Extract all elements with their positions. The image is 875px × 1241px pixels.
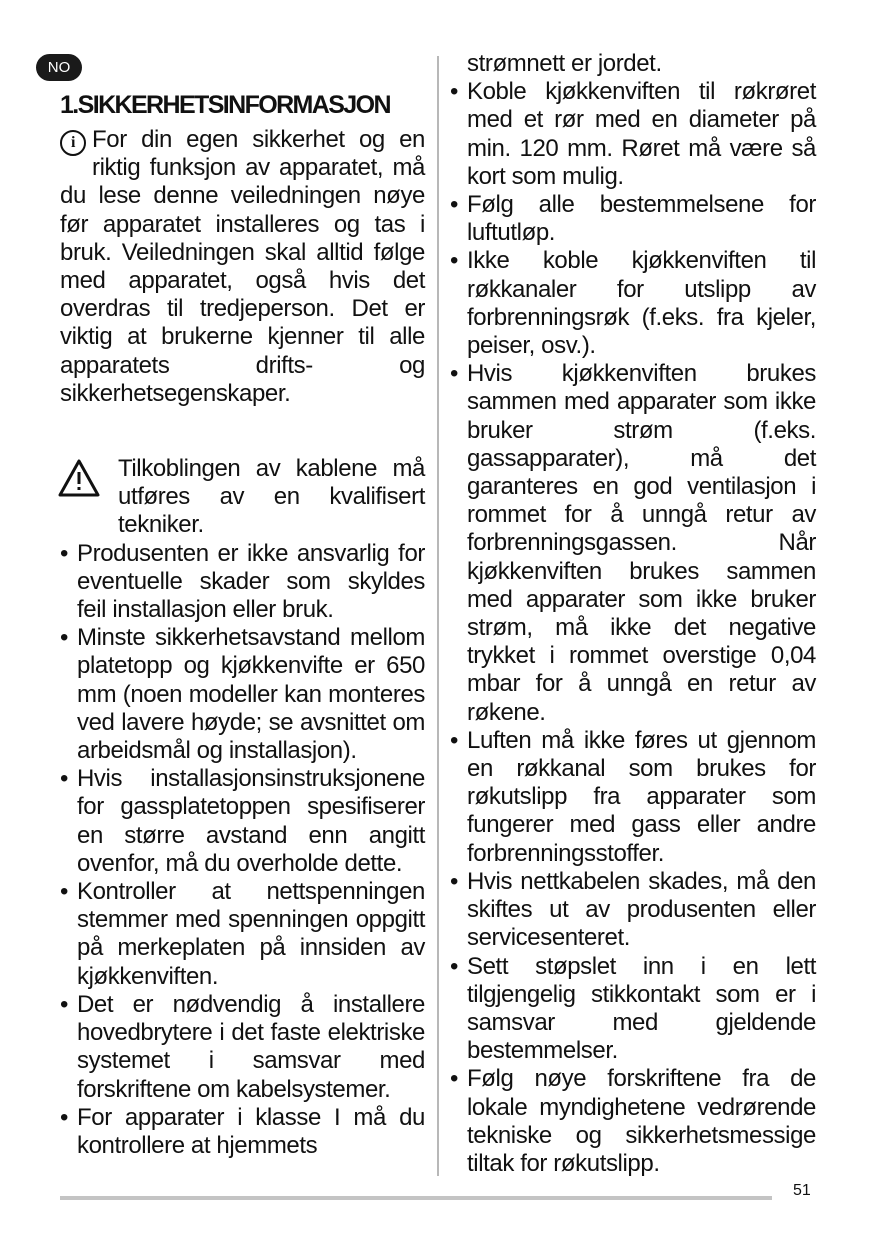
column-divider xyxy=(437,56,439,1176)
list-item: • Det er nødvendig å installere hovedbrytere i det faste elektriske systemet i samsvar med forskriftene om kabelsystemer. xyxy=(60,991,425,1104)
info-icon: i xyxy=(60,130,86,156)
page-number: 51 xyxy=(793,1182,811,1199)
list-item: • Hvis kjøkkenviften brukes sammen med apparater som ikke bruker strøm (f.eks. gassapparater), må det garanteres en god ventilasjon i rommet for å unngå retur av forbrenningsgassen. Når kjøkkenviften brukes sammen med apparater som ikke bruker strøm, må ikke det negative trykket i rommet overstige 0,04 mbar for å unngå en retur av røkene. xyxy=(450,360,816,727)
list-item: • Produsenten er ikke ansvarlig for eventuelle skader som skyldes feil installasjon eller bruk. xyxy=(60,540,425,625)
list-item: • Hvis nettkabelen skades, må den skiftes ut av produsenten eller servicesenteret. xyxy=(450,868,816,953)
footer-rule xyxy=(60,1196,772,1200)
intro-text: For din egen sikkerhet og en riktig funksjon av apparatet, må du lese denne veiledningen nøye før apparatet installeres og tas i bruk. Veiledningen skal alltid følge med apparatet, også hvis det overdras til tredjeperson. Det er viktig at brukerne kjenner til alle apparatets drifts- og sikkerhetsegenskaper. xyxy=(60,126,425,407)
list-item: • Følg alle bestemmelsene for luftutløp. xyxy=(450,191,816,247)
list-item: • Sett støpslet inn i en lett tilgjengelig stikkontakt som er i samsvar med gjeldende bestemmelser. xyxy=(450,953,816,1066)
left-bullet-list xyxy=(60,540,425,1160)
language-badge: NO xyxy=(36,54,82,81)
warning-triangle-icon xyxy=(58,459,100,497)
intro-paragraph xyxy=(60,126,425,408)
continued-text: strømnett er jordet. xyxy=(467,50,662,77)
warning-block xyxy=(60,455,425,540)
list-item: • Koble kjøkkenviften til røkrøret med et rør med en diameter på min. 120 mm. Røret må være så kort som mulig. xyxy=(450,78,816,191)
list-item: • Kontroller at nettspenningen stemmer med spenningen oppgitt på merkeplaten på innsiden av kjøkkenviften. xyxy=(60,878,425,991)
right-bullet-list xyxy=(450,78,816,1178)
left-column xyxy=(60,90,425,1160)
list-item: • For apparater i klasse I må du kontrollere at hjemmets xyxy=(60,1104,425,1160)
list-item: • Ikke koble kjøkkenviften til røkkanaler for utslipp av forbrenningsrøk (f.eks. fra kjeler, peiser, osv.). xyxy=(450,247,816,360)
list-item: • Følg nøye forskriftene fra de lokale myndighetene vedrørende tekniske og sikkerhetsmessige tiltak for røkutslipp. xyxy=(450,1065,816,1178)
list-item: • Luften må ikke føres ut gjennom en røkkanal som brukes for røkutslipp fra apparater som fungerer med gass eller andre forbrenningsstoffer. xyxy=(450,727,816,868)
section-heading: 1.SIKKERHETSINFORMASJON xyxy=(60,91,390,119)
warning-text: Tilkoblingen av kablene må utføres av en kvalifisert tekniker. xyxy=(118,455,425,539)
list-item: • Hvis installasjonsinstruksjonene for gassplatetoppen spesifiserer en større avstand enn angitt ovenfor, må du overholde dette. xyxy=(60,765,425,878)
right-column xyxy=(450,50,816,1178)
list-item: • Minste sikkerhetsavstand mellom platetopp og kjøkkenvifte er 650 mm (noen modeller kan monteres ved lavere høyde; se avsnittet om arbeidsmål og installasjon). xyxy=(60,624,425,765)
